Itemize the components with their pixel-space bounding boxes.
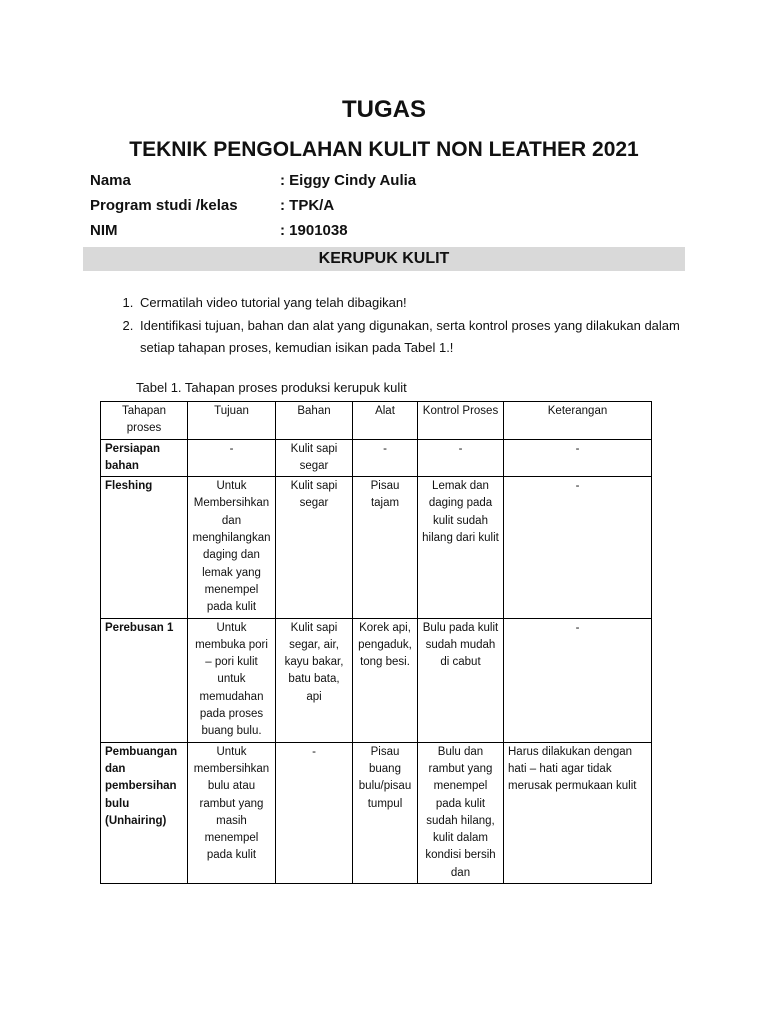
table-header-row (101, 402, 652, 440)
program-label: Program studi /kelas (90, 197, 238, 214)
table-cell: Kulit sapi segar, air, kayu bakar, batu bata, api (276, 618, 353, 742)
table-cell: Kulit sapi segar (276, 439, 353, 477)
instruction-list (112, 292, 717, 360)
stage-cell: Perebusan 1 (101, 618, 188, 742)
header-cell: Alat (353, 402, 418, 440)
table-cell: Bulu pada kulit sudah mudah di cabut (418, 618, 504, 742)
program-value: : TPK/A (280, 197, 335, 214)
stage-cell: Fleshing (101, 477, 188, 618)
header-cell: Tahapan proses (101, 402, 188, 440)
table-cell: Untuk membuka pori – pori kulit untuk memudahan pada proses buang bulu. (188, 618, 276, 742)
instruction-item: 2. Identifikasi tujuan, bahan dan alat yang digunakan, serta kontrol proses yang dilakukan dalam setiap tahapan proses, kemudian isikan pada Tabel 1.! (137, 315, 717, 360)
table-cell: Pisau tajam (353, 477, 418, 618)
table-cell: - (504, 618, 652, 742)
header-cell: Tujuan (188, 402, 276, 440)
nim-value: : 1901038 (280, 222, 348, 239)
process-table (100, 401, 652, 884)
table-row (101, 742, 652, 883)
header-cell: Bahan (276, 402, 353, 440)
document-title: TUGAS (342, 96, 426, 123)
table-cell: - (504, 477, 652, 618)
table-cell: Pisau buang bulu/pisau tumpul (353, 742, 418, 883)
table-cell: - (504, 439, 652, 477)
table-cell: Lemak dan daging pada kulit sudah hilang dari kulit (418, 477, 504, 618)
stage-cell: Persiapan bahan (101, 439, 188, 477)
table-cell: Untuk membersihkan bulu atau rambut yang masih menempel pada kulit (188, 742, 276, 883)
table-cell: Harus dilakukan dengan hati – hati agar tidak merusak permukaan kulit (504, 742, 652, 883)
header-cell: Keterangan (504, 402, 652, 440)
table-cell: Kulit sapi segar (276, 477, 353, 618)
table-row (101, 477, 652, 618)
nim-label: NIM (90, 222, 118, 239)
section-title: KERUPUK KULIT (83, 247, 685, 271)
table-caption: Tabel 1. Tahapan proses produksi kerupuk kulit (136, 380, 407, 395)
table-cell: - (418, 439, 504, 477)
table-cell: - (353, 439, 418, 477)
table-cell: - (276, 742, 353, 883)
table-cell: Untuk Membersihkan dan menghilangkan daging dan lemak yang menempel pada kulit (188, 477, 276, 618)
table-row (101, 439, 652, 477)
table-row (101, 618, 652, 742)
table-cell: Korek api, pengaduk, tong besi. (353, 618, 418, 742)
table-cell: - (188, 439, 276, 477)
instruction-item: 1. Cermatilah video tutorial yang telah dibagikan! (137, 292, 717, 315)
table-cell: Bulu dan rambut yang menempel pada kulit sudah hilang, kulit dalam kondisi bersih dan (418, 742, 504, 883)
name-value: : Eiggy Cindy Aulia (280, 172, 417, 189)
document-subtitle: TEKNIK PENGOLAHAN KULIT NON LEATHER 2021 (129, 138, 639, 161)
name-label: Nama (90, 172, 131, 189)
header-cell: Kontrol Proses (418, 402, 504, 440)
stage-cell: Pembuangan dan pembersihan bulu (Unhairing) (101, 742, 188, 883)
